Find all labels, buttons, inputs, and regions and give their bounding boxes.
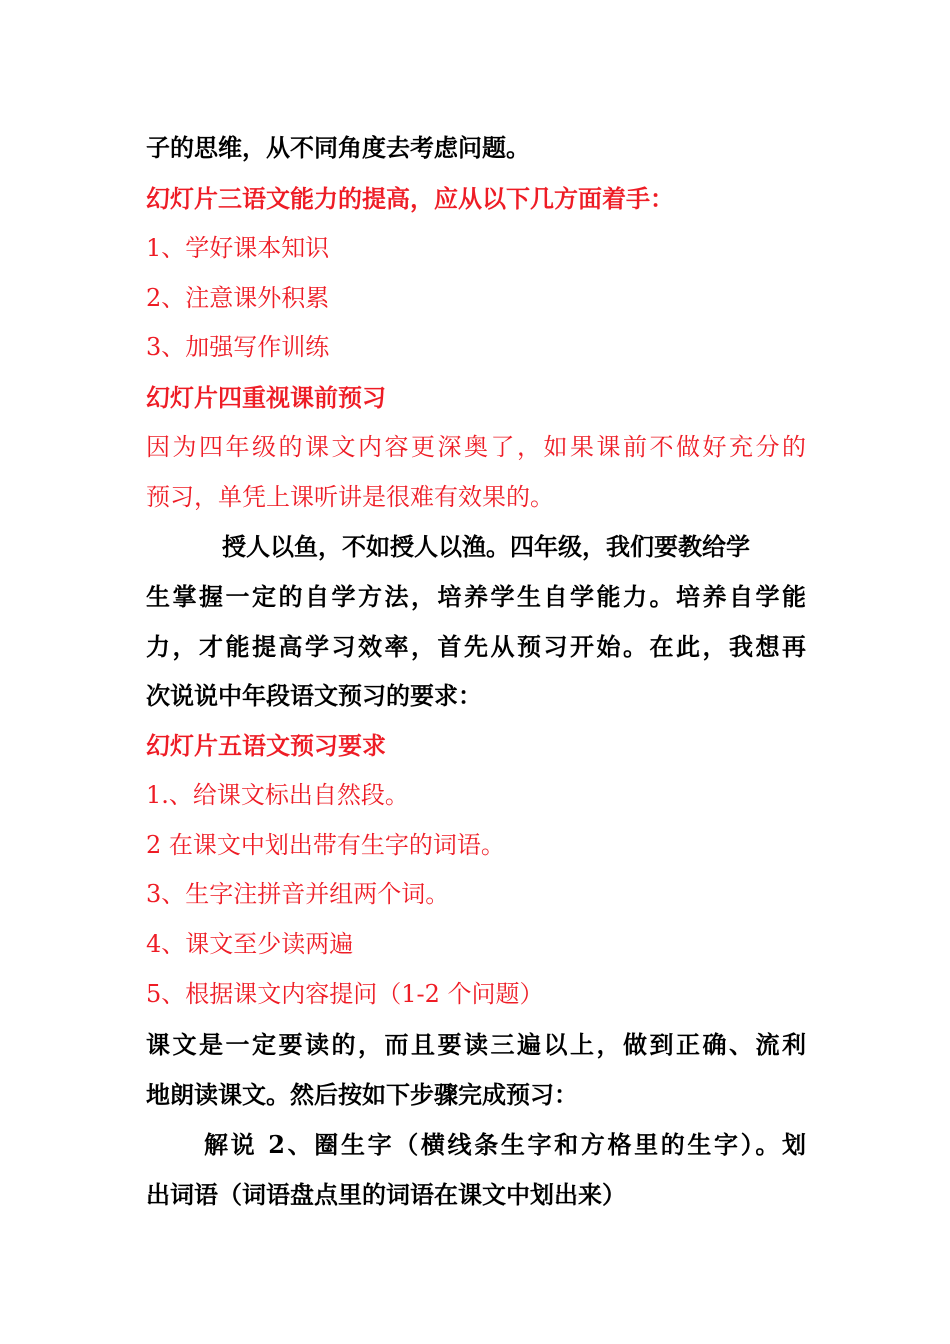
- slide5-list-item-2: 2 在课文中划出带有生字的词语。: [146, 831, 505, 859]
- slide5-list-item-4: 4、课文至少读两遍: [146, 930, 354, 958]
- slide5-list-item-1: 1.、给课文标出自然段。: [146, 781, 409, 809]
- slide3-list-item-2: 2、注意课外积累: [146, 284, 330, 312]
- body-text-line: 授人以鱼，不如授人以渔。四年级，我们要教给学: [222, 532, 750, 561]
- body-text-line: 生掌握一定的自学方法，培养学生自学能力。培养自学能: [146, 582, 806, 611]
- body-text-line: 课文是一定要读的，而且要读三遍以上，做到正确、流利: [146, 1030, 806, 1059]
- body-text-line: 子的思维，从不同角度去考虑问题。: [146, 133, 530, 162]
- slide5-list-item-3: 3、生字注拼音并组两个词。: [146, 880, 450, 908]
- slide3-list-item-3: 3、加强写作训练: [146, 333, 330, 361]
- body-text-line: 地朗读课文。然后按如下步骤完成预习：: [146, 1080, 578, 1109]
- slide4-heading: 幻灯片四重视课前预习: [146, 383, 386, 412]
- body-text-line: 出词语（词语盘点里的词语在课文中划出来）: [146, 1180, 626, 1209]
- slide5-heading: 幻灯片五语文预习要求: [146, 731, 386, 760]
- slide4-text-line-2: 预习，单凭上课听讲是很难有效果的。: [146, 483, 554, 511]
- body-text-line: 解说 2、圈生字（横线条生字和方格里的生字）。划: [204, 1130, 806, 1159]
- body-text-line: 力，才能提高学习效率，首先从预习开始。在此，我想再: [146, 632, 806, 661]
- slide4-text-line-1: 因为四年级的课文内容更深奥了，如果课前不做好充分的: [146, 433, 806, 461]
- slide3-heading: 幻灯片三语文能力的提高，应从以下几方面着手：: [146, 184, 674, 213]
- body-text-line: 次说说中年段语文预习的要求：: [146, 681, 482, 710]
- slide5-list-item-5: 5、根据课文内容提问（1-2 个问题）: [146, 980, 544, 1008]
- slide3-list-item-1: 1、学好课本知识: [146, 234, 330, 262]
